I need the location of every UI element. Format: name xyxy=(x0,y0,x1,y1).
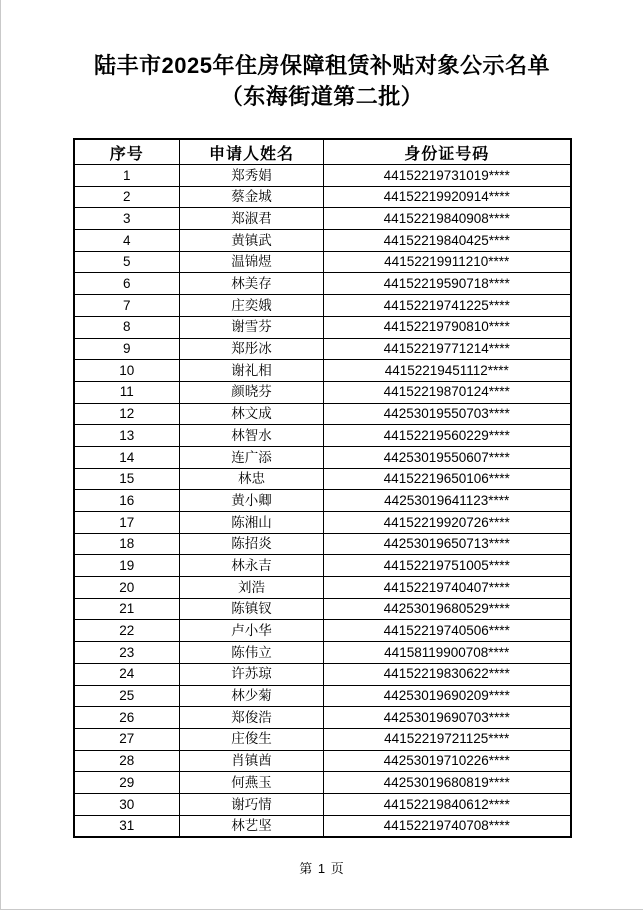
id-number-cell: 44152219740506**** xyxy=(324,620,571,642)
table-row xyxy=(74,685,571,707)
applicant-name-cell: 谢巧情 xyxy=(180,793,324,815)
table-row xyxy=(74,446,571,468)
applicant-name-cell: 郑彤冰 xyxy=(180,338,324,360)
id-number-cell: 44152219560229**** xyxy=(324,425,571,447)
table-row xyxy=(74,642,571,664)
id-number-cell: 44152219451112**** xyxy=(324,360,571,382)
row-index-cell: 10 xyxy=(74,360,180,382)
row-index-cell: 21 xyxy=(74,598,180,620)
row-index-cell: 16 xyxy=(74,490,180,512)
applicants-table xyxy=(73,138,572,838)
table-row xyxy=(74,251,571,273)
title-line-1: 陆丰市2025年住房保障租赁补贴对象公示名单 xyxy=(94,53,550,78)
table-row xyxy=(74,360,571,382)
table-row xyxy=(74,707,571,729)
row-index-cell: 11 xyxy=(74,381,180,403)
id-number-cell: 44253019550607**** xyxy=(324,446,571,468)
row-index-cell: 30 xyxy=(74,793,180,815)
table-row xyxy=(74,165,571,187)
id-number-cell: 44152219650106**** xyxy=(324,468,571,490)
row-index-cell: 29 xyxy=(74,772,180,794)
table-row xyxy=(74,577,571,599)
applicant-name-cell: 肖镇酋 xyxy=(180,750,324,772)
id-number-cell: 44152219920726**** xyxy=(324,512,571,534)
applicant-name-cell: 林美存 xyxy=(180,273,324,295)
id-number-cell: 44152219590718**** xyxy=(324,273,571,295)
applicant-name-cell: 林忠 xyxy=(180,468,324,490)
id-number-cell: 44152219741225**** xyxy=(324,295,571,317)
row-index-cell: 31 xyxy=(74,815,180,837)
id-number-cell: 44253019550703**** xyxy=(324,403,571,425)
id-number-cell: 44152219721125**** xyxy=(324,728,571,750)
applicant-name-cell: 郑淑君 xyxy=(180,208,324,230)
id-number-cell: 44152219740708**** xyxy=(324,815,571,837)
table-row xyxy=(74,403,571,425)
table-row xyxy=(74,728,571,750)
title-line-2: （东海街道第二批） xyxy=(220,84,424,109)
applicant-name-cell: 林少菊 xyxy=(180,685,324,707)
row-index-cell: 20 xyxy=(74,577,180,599)
row-index-cell: 22 xyxy=(74,620,180,642)
row-index-cell: 15 xyxy=(74,468,180,490)
row-index-cell: 6 xyxy=(74,273,180,295)
column-header-index: 序号 xyxy=(74,139,180,165)
applicant-name-cell: 温锦煜 xyxy=(180,251,324,273)
table-row xyxy=(74,338,571,360)
id-number-cell: 44152219840612**** xyxy=(324,793,571,815)
table-row xyxy=(74,468,571,490)
applicant-name-cell: 林文成 xyxy=(180,403,324,425)
id-number-cell: 44253019680819**** xyxy=(324,772,571,794)
applicant-name-cell: 谢雪芬 xyxy=(180,316,324,338)
page-number: 第 1 页 xyxy=(299,861,345,876)
applicant-name-cell: 何燕玉 xyxy=(180,772,324,794)
id-number-cell: 44152219740407**** xyxy=(324,577,571,599)
applicant-name-cell: 林智水 xyxy=(180,425,324,447)
page-title xyxy=(1,0,643,112)
table-row xyxy=(74,425,571,447)
table-body xyxy=(74,165,571,838)
table-row xyxy=(74,186,571,208)
applicant-name-cell: 颜晓芬 xyxy=(180,381,324,403)
applicant-name-cell: 林永吉 xyxy=(180,555,324,577)
row-index-cell: 13 xyxy=(74,425,180,447)
id-number-cell: 44152219840908**** xyxy=(324,208,571,230)
applicant-name-cell: 郑秀娟 xyxy=(180,165,324,187)
row-index-cell: 24 xyxy=(74,663,180,685)
id-number-cell: 44152219840425**** xyxy=(324,230,571,252)
row-index-cell: 28 xyxy=(74,750,180,772)
row-index-cell: 5 xyxy=(74,251,180,273)
id-number-cell: 44152219751005**** xyxy=(324,555,571,577)
table-header-row xyxy=(74,139,571,165)
table-row xyxy=(74,772,571,794)
id-number-cell: 44253019680529**** xyxy=(324,598,571,620)
applicant-name-cell: 蔡金城 xyxy=(180,186,324,208)
applicant-name-cell: 谢礼相 xyxy=(180,360,324,382)
applicant-name-cell: 卢小华 xyxy=(180,620,324,642)
table-row xyxy=(74,555,571,577)
table-row xyxy=(74,273,571,295)
row-index-cell: 12 xyxy=(74,403,180,425)
id-number-cell: 44253019650713**** xyxy=(324,533,571,555)
applicant-name-cell: 庄俊生 xyxy=(180,728,324,750)
table-row xyxy=(74,620,571,642)
row-index-cell: 3 xyxy=(74,208,180,230)
row-index-cell: 26 xyxy=(74,707,180,729)
id-number-cell: 44152219790810**** xyxy=(324,316,571,338)
table-row xyxy=(74,316,571,338)
table-row xyxy=(74,230,571,252)
id-number-cell: 44152219870124**** xyxy=(324,381,571,403)
id-number-cell: 44152219920914**** xyxy=(324,186,571,208)
table-row xyxy=(74,750,571,772)
applicant-name-cell: 许苏琼 xyxy=(180,663,324,685)
row-index-cell: 7 xyxy=(74,295,180,317)
table-row xyxy=(74,381,571,403)
table-row xyxy=(74,295,571,317)
table-row xyxy=(74,512,571,534)
id-number-cell: 44158119900708**** xyxy=(324,642,571,664)
applicant-name-cell: 郑俊浩 xyxy=(180,707,324,729)
row-index-cell: 18 xyxy=(74,533,180,555)
row-index-cell: 1 xyxy=(74,165,180,187)
row-index-cell: 27 xyxy=(74,728,180,750)
id-number-cell: 44253019690209**** xyxy=(324,685,571,707)
applicant-name-cell: 黄镇武 xyxy=(180,230,324,252)
applicant-name-cell: 黄小卿 xyxy=(180,490,324,512)
applicant-name-cell: 陈招炎 xyxy=(180,533,324,555)
id-number-cell: 44253019690703**** xyxy=(324,707,571,729)
applicant-name-cell: 陈湘山 xyxy=(180,512,324,534)
id-number-cell: 44152219830622**** xyxy=(324,663,571,685)
table-row xyxy=(74,490,571,512)
table-row xyxy=(74,663,571,685)
id-number-cell: 44152219731019**** xyxy=(324,165,571,187)
table-row xyxy=(74,598,571,620)
applicant-name-cell: 陈伟立 xyxy=(180,642,324,664)
table-row xyxy=(74,815,571,837)
row-index-cell: 14 xyxy=(74,446,180,468)
id-number-cell: 44253019641123**** xyxy=(324,490,571,512)
applicant-name-cell: 林艺坚 xyxy=(180,815,324,837)
table-row xyxy=(74,793,571,815)
table-row xyxy=(74,533,571,555)
row-index-cell: 8 xyxy=(74,316,180,338)
id-number-cell: 44152219911210**** xyxy=(324,251,571,273)
row-index-cell: 25 xyxy=(74,685,180,707)
row-index-cell: 4 xyxy=(74,230,180,252)
row-index-cell: 23 xyxy=(74,642,180,664)
column-header-id-number: 身份证号码 xyxy=(324,139,571,165)
row-index-cell: 19 xyxy=(74,555,180,577)
row-index-cell: 17 xyxy=(74,512,180,534)
table-row xyxy=(74,208,571,230)
row-index-cell: 2 xyxy=(74,186,180,208)
column-header-applicant-name: 申请人姓名 xyxy=(180,139,324,165)
applicant-name-cell: 陈镇钗 xyxy=(180,598,324,620)
id-number-cell: 44253019710226**** xyxy=(324,750,571,772)
row-index-cell: 9 xyxy=(74,338,180,360)
applicant-name-cell: 庄奕娥 xyxy=(180,295,324,317)
applicant-name-cell: 连广添 xyxy=(180,446,324,468)
applicant-name-cell: 刘浩 xyxy=(180,577,324,599)
id-number-cell: 44152219771214**** xyxy=(324,338,571,360)
